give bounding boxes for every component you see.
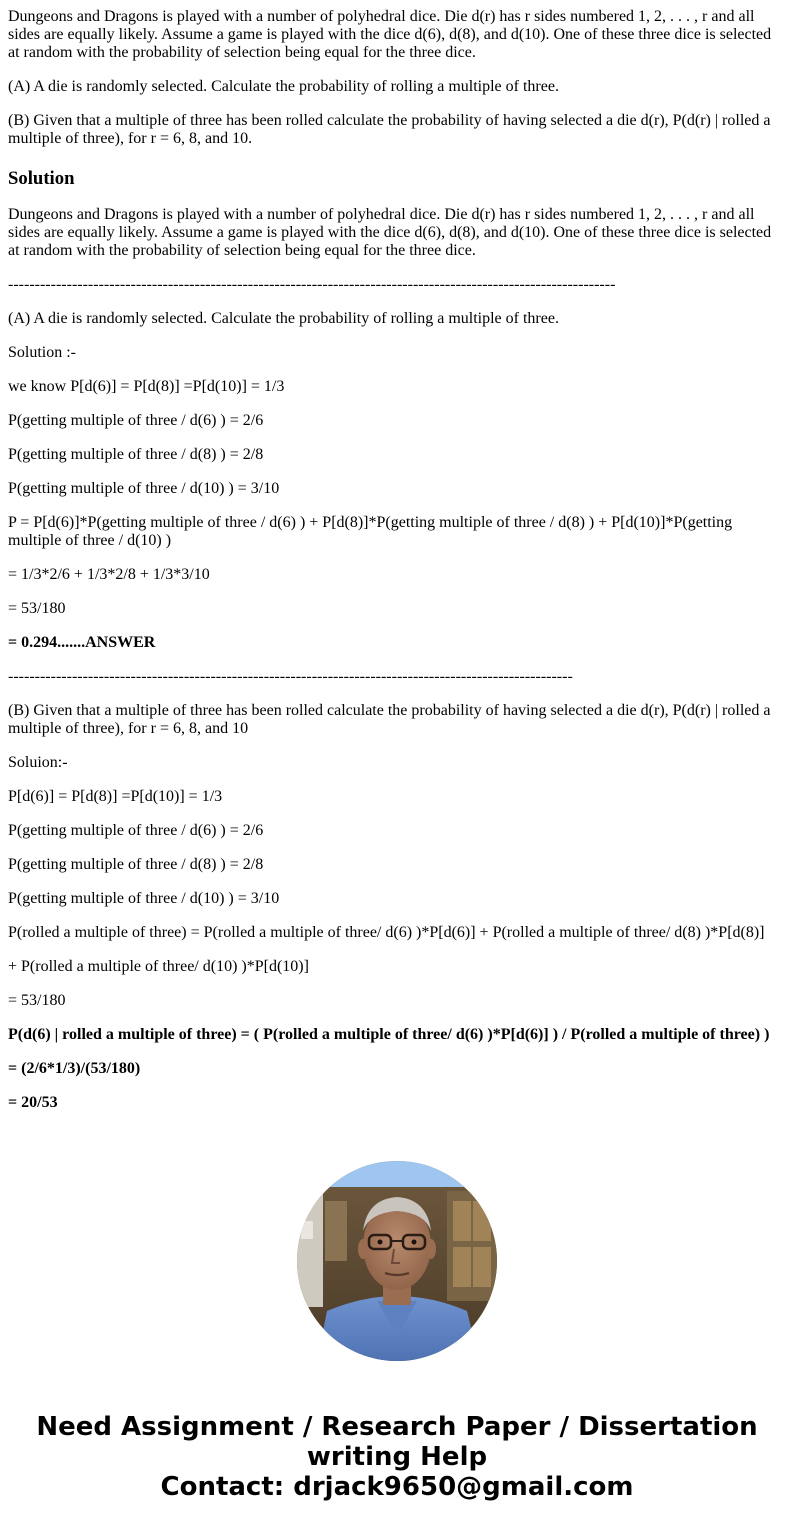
part-b-bold-line: P(d(6) | rolled a multiple of three) = ( P(rolled a multiple of three/ d(6) )*P[d(6)] ) / P(rolled a multiple of three) ) bbox=[8, 1026, 770, 1043]
part-a-line: P(getting multiple of three / d(6) ) = 2/6 bbox=[8, 412, 264, 429]
part-b-line: = 53/180 bbox=[8, 992, 66, 1009]
solution-intro: Dungeons and Dragons is played with a number of polyhedral dice. Die d(r) has r sides numbered 1, 2, . . . , r and all sides are equally likely. Assume a game is played with the dice d(6), d(8), and d(10). One of these three dice is selected at random with the probability of selection being equal for the three dice. bbox=[8, 206, 772, 259]
part-b-line: P(getting multiple of three / d(6) ) = 2/6 bbox=[8, 822, 264, 839]
part-a-solution-label: Solution :- bbox=[8, 344, 77, 361]
part-a-line: = 1/3*2/6 + 1/3*2/8 + 1/3*3/10 bbox=[8, 566, 210, 583]
solution-heading: Solution bbox=[8, 168, 75, 189]
part-b-bold-line: = 20/53 bbox=[8, 1094, 58, 1111]
part-a-line: P(getting multiple of three / d(8) ) = 2/8 bbox=[8, 446, 264, 463]
part-b-line: P(getting multiple of three / d(8) ) = 2/8 bbox=[8, 856, 264, 873]
part-a-line: P(getting multiple of three / d(10) ) = 3/10 bbox=[8, 480, 280, 497]
promo-banner bbox=[0, 1412, 794, 1502]
document-body bbox=[0, 8, 794, 1112]
promo-contact: Contact: drjack9650@gmail.com bbox=[160, 1472, 634, 1502]
part-a-line: we know P[d(6)] = P[d(8)] =P[d(10)] = 1/3 bbox=[8, 378, 285, 395]
part-a-answer: = 0.294.......ANSWER bbox=[8, 634, 156, 651]
part-b-question: (B) Given that a multiple of three has been rolled calculate the probability of having selected a die d(r), P(d(r) | rolled a multiple of three), for r = 6, 8, and 10 bbox=[8, 702, 771, 737]
divider-line: ------------------------------------------------------------------------------------------------------------------ bbox=[8, 276, 616, 293]
part-a-line: = 53/180 bbox=[8, 600, 66, 617]
part-a-question: (A) A die is randomly selected. Calculate the probability of rolling a multiple of three. bbox=[8, 310, 559, 327]
part-b-solution-label: Soluion:- bbox=[8, 754, 68, 771]
question-part-a: (A) A die is randomly selected. Calculate the probability of rolling a multiple of three. bbox=[8, 78, 559, 95]
part-b-line: P(rolled a multiple of three) = P(rolled a multiple of three/ d(6) )*P[d(6)] + P(rolled a multiple of three/ d(8) )*P[d(8)] bbox=[8, 924, 765, 941]
promo-line: writing Help bbox=[306, 1442, 488, 1472]
part-a-line: P = P[d(6)]*P(getting multiple of three / d(6) ) + P[d(8)]*P(getting multiple of three / d(8) ) + P[d(10)]*P(getting multiple of three / d(10) ) bbox=[8, 514, 733, 549]
part-b-line: P(getting multiple of three / d(10) ) = 3/10 bbox=[8, 890, 280, 907]
divider-line: ---------------------------------------------------------------------------------------------------------- bbox=[8, 668, 573, 685]
promo-line: Need Assignment / Research Paper / Dissertation bbox=[36, 1412, 758, 1442]
part-b-line: P[d(6)] = P[d(8)] =P[d(10)] = 1/3 bbox=[8, 788, 223, 805]
author-photo bbox=[297, 1161, 497, 1361]
question-part-b: (B) Given that a multiple of three has been rolled calculate the probability of having selected a die d(r), P(d(r) | rolled a multiple of three), for r = 6, 8, and 10. bbox=[8, 112, 771, 147]
part-b-line: + P(rolled a multiple of three/ d(10) )*P[d(10)] bbox=[8, 958, 309, 975]
author-avatar bbox=[297, 1161, 497, 1361]
question-intro: Dungeons and Dragons is played with a number of polyhedral dice. Die d(r) has r sides numbered 1, 2, . . . , r and all sides are equally likely. Assume a game is played with the dice d(6), d(8), and d(10). One of these three dice is selected at random with the probability of selection being equal for the three dice. bbox=[8, 8, 772, 61]
part-b-bold-line: = (2/6*1/3)/(53/180) bbox=[8, 1060, 141, 1077]
